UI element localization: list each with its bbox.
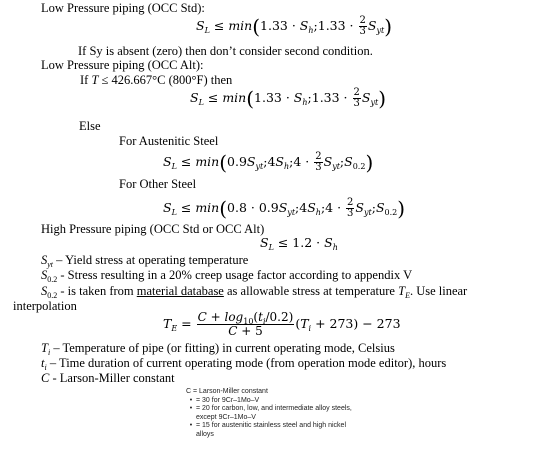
other-label: For Other Steel [119,177,197,191]
s02-subscript: 0.2 [47,275,58,284]
te-symbol: T [398,284,406,298]
formula-hp: $S_L \le 1.2 \cdot S_h$ [260,235,338,252]
formula-lp-alt-1: $S_L \le \min(1.33$ · $S_h;1.33$ · $\frac{2}{3}$ $S_{yt}$) [190,86,386,111]
syt-symbol: S [41,253,48,267]
s02-symbol: S [41,268,48,282]
cbox-item: • = 15 for austenitic stainless steel and high nickel [189,422,347,429]
if-prefix: If [80,73,92,87]
s02-text-2c: . Use linear [409,284,468,298]
cbox-item: • = 20 for carbon, low, and intermediate alloy steels, [189,405,352,412]
austenitic-label: For Austenitic Steel [119,134,219,148]
else-label: Else [79,119,101,133]
s02-text-2a: - is taken from [57,284,137,298]
formula-other: $S_L \le \min(0.8$ · $0.9S_{yt};4S_h;4$ · $\frac{2}{3}$ $S_{yt};S_{0.2}$) [163,196,406,221]
tsmall-text: – Time duration of current operating mode (from operation mode editor), hours [46,356,447,370]
def-tsmall: $t_i$ – Time duration of current operating mode (from operation mode editor), hours [41,356,447,372]
lp-std-heading: Low Pressure piping (OCC Std): [41,1,205,15]
c-text: - Larson-Miller constant [49,371,175,385]
larson-miller-box [186,388,352,439]
syt-subscript: yt [47,260,54,269]
lp-alt-condition [80,73,232,87]
cbox-item: alloys [196,430,214,438]
def-c: C - Larson-Miller constant [41,371,175,385]
formula-lp-std: $S_L \le \min(1.33$ · $S_h;1.33$ · $\frac{2}{3}$ $S_{yt}$) [196,14,392,39]
syt-text: – Yield stress at operating temperature [53,253,249,267]
te-subscript: E [405,291,410,300]
lp-alt-heading: Low Pressure piping (OCC Alt): [41,58,204,72]
cbox-head: C = Larson-Miller constant [186,388,268,395]
s02b-symbol: S [41,284,48,298]
interpolation-word: interpolation [13,299,77,313]
ti-text: – Temperature of pipe (or fitting) in current operating mode, Celsius [50,341,395,355]
def-s02-2 [41,284,549,298]
hp-heading: High Pressure piping (OCC Std or OCC Alt) [41,222,265,236]
if-suffix: ≤ 426.667°C (800°F) then [98,73,233,87]
s02-text-2b: as allowable stress at temperature [223,284,399,298]
formula-austenitic: $S_L$ ≤ $\min(0.9S_{yt};4S_h;4$ · $\frac{2}{3}$ $S_{yt};S_{0.2}$) [163,150,374,175]
s02-text-1: - Stress resulting in a 20% creep usage factor according to appendix V [57,268,413,282]
def-s02-1 [41,268,412,282]
def-syt [41,253,248,267]
lp-std-note: If Sy is absent (zero) then don’t consider second condition. [78,44,373,58]
cbox-item: • = 30 for 9Cr–1Mo–V [189,396,260,404]
if-temperature-symbol: T [91,73,99,87]
s02b-subscript: 0.2 [47,291,58,300]
def-ti: $T_i$ – Temperature of pipe (or fitting) in current operating mode, Celsius [41,341,395,357]
material-database-link[interactable]: material database [136,284,224,298]
formula-te: $T_E$ = $\frac{C + \log_{10}(t_i/0.2)}{C + 5}$ $(T_i + 273) - 273$ [163,310,401,338]
cbox-item: except 9Cr–1Mo–V [196,413,256,421]
